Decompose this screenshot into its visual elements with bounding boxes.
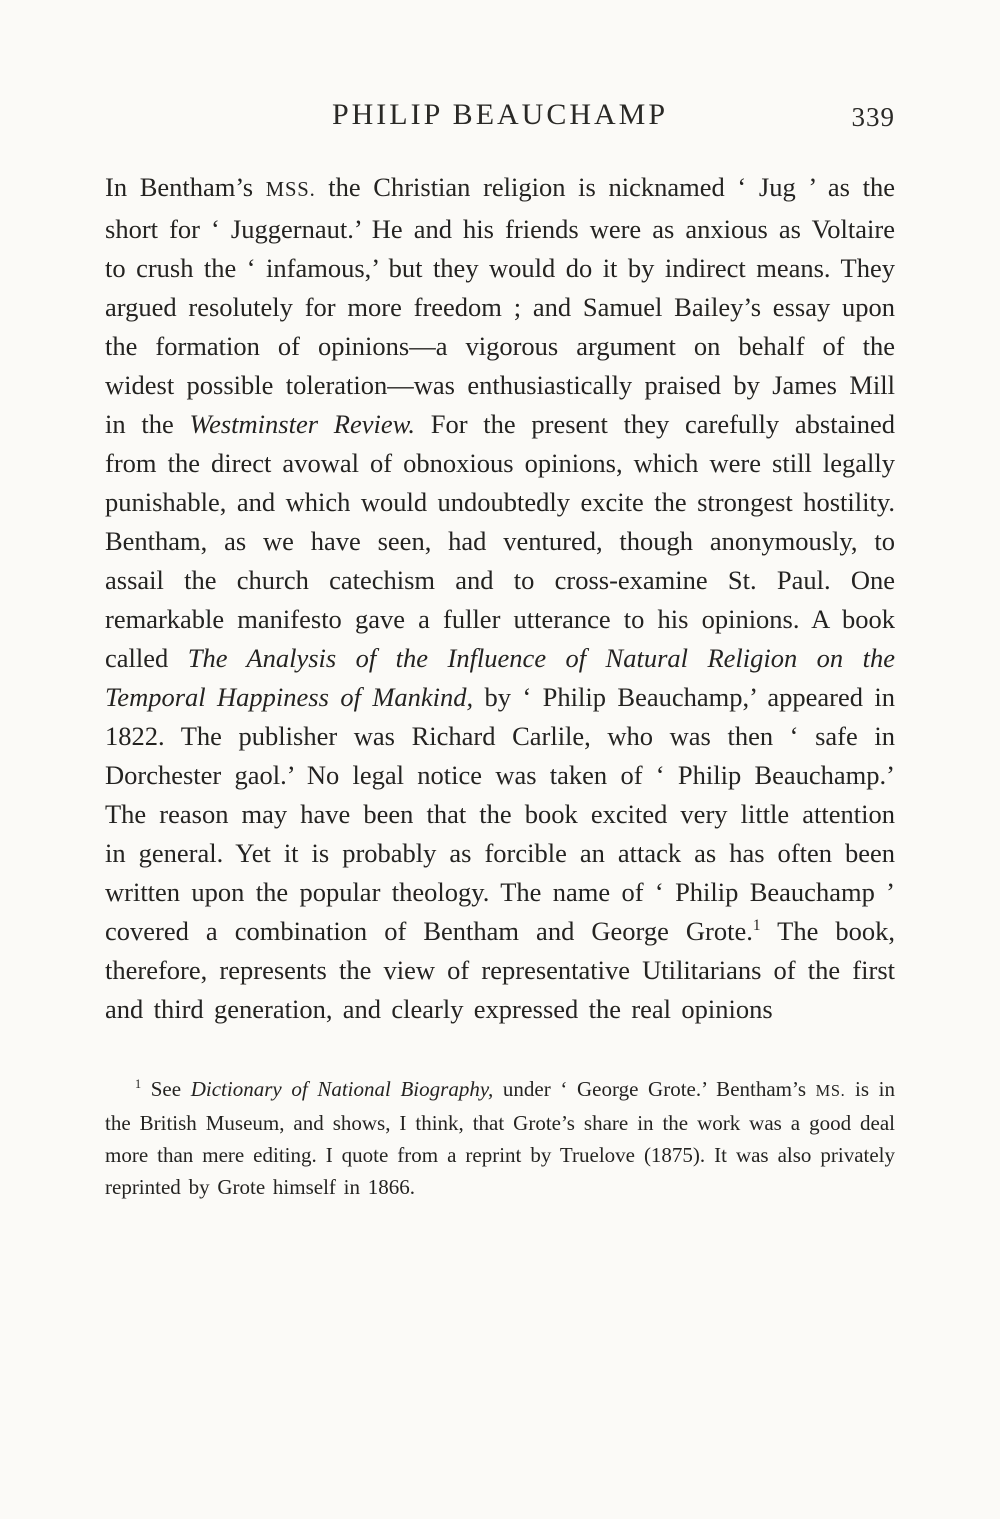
- text-segment: 1: [752, 917, 761, 935]
- footnote: [105, 1073, 895, 1203]
- text-segment: The Analysis of the Influence of Natural Religion on the Temporal Happiness of Mankind,: [105, 643, 895, 712]
- text-segment: by ‘ Philip Beauchamp,’ appeared in 1822. The publisher was Richard Carlile, who was then ‘ safe in Dorchester gaol.’ No legal notice was taken of ‘ Philip Beauchamp.’ The reason may have been that the book excited very little attention in general. Yet it is probably as forcible an attack as has often been written upon the popular theology. The name of ‘ Philip Beauchamp ’ covered a combination of Bentham and George Grote.: [105, 682, 895, 946]
- text-segment: 1: [135, 1077, 142, 1091]
- text-segment: MSS.: [265, 179, 316, 201]
- page-header: [105, 98, 895, 144]
- text-segment: In Bentham’s: [105, 172, 266, 202]
- text-segment: The book, therefore, represents the view of representative Utilitarians of the first and third generation, and clearly expressed the real opinions: [105, 916, 896, 1024]
- text-segment: For the present they carefully abstained from the direct avowal of obnoxious opinions, which were still legally punishable, and which would undoubtedly excite the strongest hostility. Bentham, as we have seen, had ventured, though anonymously, to assail the church catechism and to cross-examine St. Paul. One remarkable manifesto gave a fuller utterance to his opinions. A book called: [105, 409, 895, 673]
- body-text: [105, 168, 895, 1029]
- page-number: 339: [851, 102, 895, 132]
- text-segment: the Christian religion is nicknamed ‘ Jug ’ as the short for ‘ Juggernaut.’ He and his friends were as anxious as Voltaire to crush the ‘ infamous,’ but they would do it by indirect means. They argued resolutely for more freedom ; and Samuel Bailey’s essay upon the formation of opinions—a vigorous argument on behalf of the widest possible toleration—was enthusiastically praised by James Mill in the: [105, 172, 895, 439]
- text-segment: See: [141, 1077, 191, 1101]
- text-segment: under ‘ George Grote.’ Bentham’s: [493, 1077, 816, 1101]
- text-segment: is in the British Museum, and shows, I think, that Grote’s share in the work was a good deal more than mere editing. I quote from a reprint by Truelove (1875). It was also privately reprinted by Grote himself in 1866.: [105, 1077, 895, 1199]
- page-title: PHILIP BEAUCHAMP: [331, 98, 669, 131]
- text-segment: Dictionary of National Biography,: [190, 1077, 494, 1101]
- text-segment: MS.: [815, 1081, 846, 1100]
- text-segment: Westminster Review.: [189, 409, 415, 439]
